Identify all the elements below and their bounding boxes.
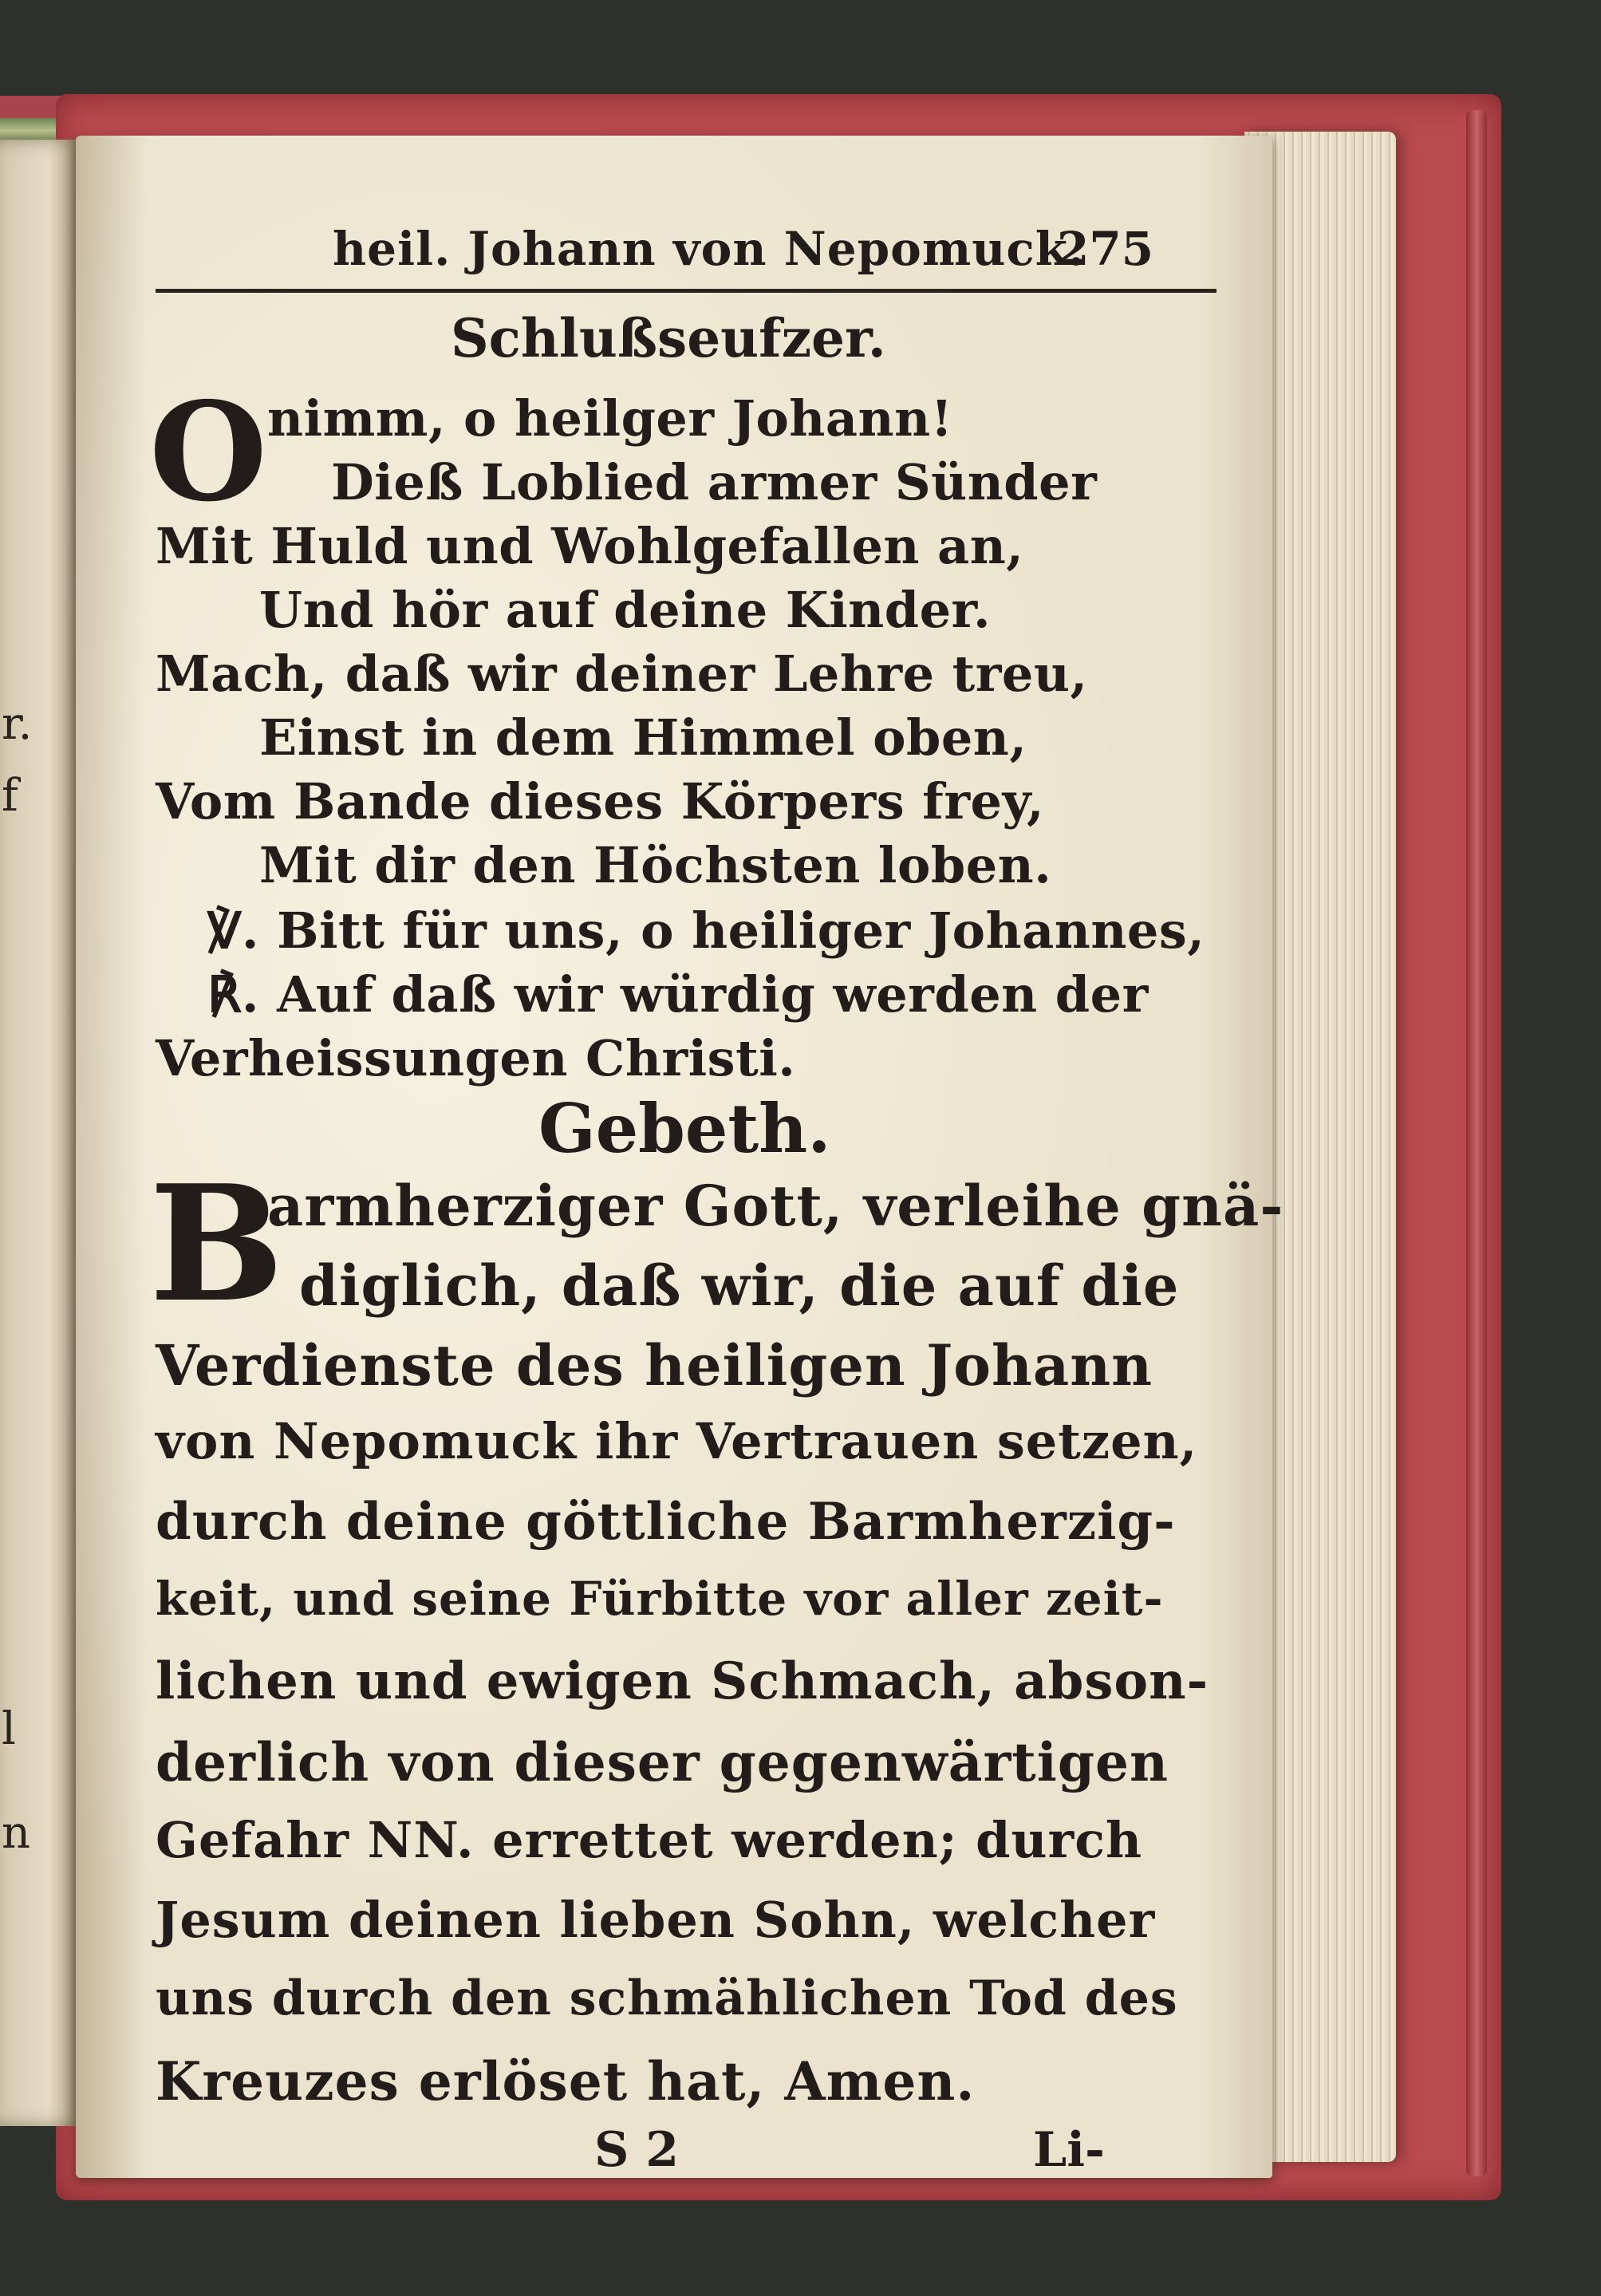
verse-line: Und hör auf deine Kinder.	[259, 581, 992, 639]
verse-line: Mach, daß wir deiner Lehre treu,	[156, 645, 1088, 703]
section-heading-gebeth: Gebeth.	[538, 1089, 831, 1168]
verse-line: nimm, o heilger Johann!	[267, 389, 953, 448]
left-page-fragment: f	[2, 770, 18, 822]
prayer-line: lichen und ewigen Schmach, abson-	[156, 1651, 1209, 1711]
left-page-fragment: r.	[2, 698, 33, 750]
prayer-line: derlich von dieser gegenwärtigen	[156, 1731, 1169, 1793]
response-line: ℟. Auf daß wir würdig werden der	[207, 965, 1149, 1024]
prayer-line: Verdienste des heiligen Johann	[156, 1332, 1153, 1399]
catchword: Li-	[1033, 2122, 1105, 2178]
prayer-line: Jesum deinen lieben Sohn, welcher	[156, 1891, 1156, 1949]
left-page-fragment: n	[2, 1807, 31, 1859]
book-page	[76, 136, 1284, 2178]
prayer-line: armherziger Gott, verleihe gnä-	[267, 1173, 1284, 1239]
prayer-line: Kreuzes erlöset hat, Amen.	[156, 2050, 976, 2113]
left-page-fragment: l	[2, 1703, 16, 1755]
verse-line: Einst in dem Himmel oben,	[259, 708, 1027, 767]
prayer-line: durch deine göttliche Barmherzig-	[156, 1492, 1176, 1552]
prayer-line: von Nepomuck ihr Vertrauen setzen,	[156, 1412, 1198, 1470]
verse-line: Mit dir den Höchsten loben.	[259, 836, 1052, 894]
running-head-title: heil. Johann von Nepomuck.	[333, 222, 1086, 276]
response-line: Verheissungen Christi.	[156, 1029, 796, 1087]
page-number: 275	[1057, 222, 1154, 276]
verse-line: Dieß Loblied armer Sünder	[331, 453, 1098, 511]
verse-line: Vom Bande dieses Körpers frey,	[156, 772, 1045, 830]
prayer-line: keit, und seine Fürbitte vor aller zeit-	[156, 1572, 1164, 1626]
signature-mark: S 2	[594, 2122, 679, 2178]
prayer-line: diglich, daß wir, die auf die	[299, 1253, 1180, 1319]
prayer-line: Gefahr NN. errettet werden; durch	[156, 1811, 1143, 1869]
left-facing-page	[0, 140, 80, 2126]
prayer-line: uns durch den schmählichen Tod des	[156, 1971, 1178, 2026]
section-heading-schlussseufzer: Schlußseufzer.	[451, 307, 886, 369]
drop-cap-o: O	[149, 373, 268, 532]
verse-line: Mit Huld und Wohlgefallen an,	[156, 517, 1024, 575]
header-rule	[156, 289, 1217, 293]
drop-cap-b: B	[149, 1150, 285, 1338]
versicle: ℣. Bitt für uns, o heiliger Johannes,	[207, 901, 1205, 960]
